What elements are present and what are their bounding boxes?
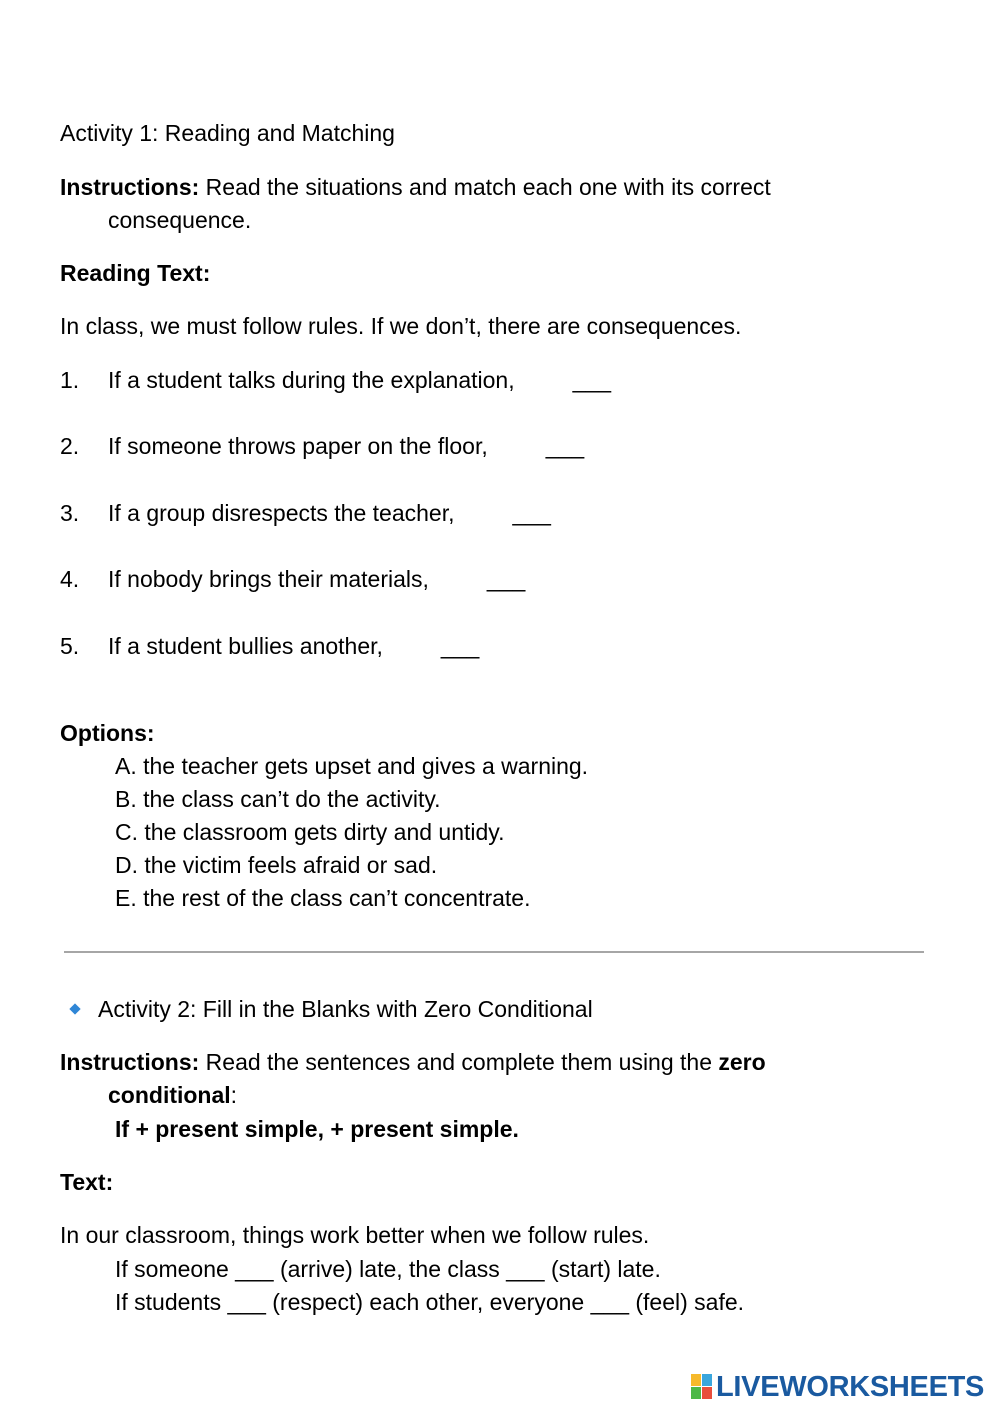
activity2-instructions (60, 1049, 766, 1076)
fill-sentence-2[interactable]: If students ___ (respect) each other, everyone ___ (feel) safe. (115, 1289, 745, 1315)
list-item (0, 433, 999, 460)
activity1-instructions (60, 174, 771, 201)
formula: If + present simple, + present simple. (115, 1116, 519, 1142)
option-d: D. the victim feels afraid or sad. (115, 852, 438, 878)
fill-sentence-1[interactable]: If someone ___ (arrive) late, the class ___ (start) late. (115, 1256, 661, 1282)
list-item (0, 367, 999, 394)
answer-blank[interactable]: ___ (572, 367, 611, 393)
instructions-label: Instructions: (60, 174, 200, 200)
section-divider (64, 951, 924, 953)
options-label: Options: (60, 720, 155, 746)
diamond-bullet-icon (69, 1003, 80, 1014)
activity1-instructions-cont: consequence. (108, 207, 252, 233)
item-number: 4. (60, 566, 80, 592)
item-text: If someone throws paper on the floor, (108, 433, 488, 459)
item-text: If a group disrespects the teacher, (108, 500, 455, 526)
list-item (0, 566, 999, 593)
reading-text-label: Reading Text: (60, 260, 211, 286)
item-text: If nobody brings their materials, (108, 566, 429, 592)
instructions-text: Read the sentences and complete them using the (199, 1049, 719, 1075)
liveworksheets-logo (691, 1372, 984, 1402)
item-number: 3. (60, 500, 80, 526)
option-a: A. the teacher gets upset and gives a warning. (115, 753, 589, 779)
instructions-text: Read the situations and match each one with its correct (199, 174, 771, 200)
text-label: Text: (60, 1169, 114, 1195)
activity2-intro: In our classroom, things work better when we follow rules. (60, 1222, 650, 1248)
item-text: If a student bullies another, (108, 633, 383, 659)
liveworksheets-logo-icon (691, 1374, 713, 1400)
option-e: E. the rest of the class can’t concentrate. (115, 885, 531, 911)
item-number: 2. (60, 433, 80, 459)
answer-blank[interactable]: ___ (545, 433, 585, 459)
answer-blank[interactable]: ___ (486, 566, 526, 592)
option-c: C. the classroom gets dirty and untidy. (115, 819, 505, 845)
answer-blank[interactable]: ___ (512, 500, 551, 526)
item-number: 1. (60, 367, 80, 393)
list-item (0, 633, 999, 660)
activity1-title: Activity 1: Reading and Matching (60, 120, 395, 146)
zero-word: zero (718, 1049, 766, 1075)
conditional-word: conditional (108, 1082, 231, 1108)
activity2-title: Activity 2: Fill in the Blanks with Zero Conditional (98, 996, 593, 1022)
reading-intro: In class, we must follow rules. If we don’t, there are consequences. (60, 313, 742, 339)
instructions-label: Instructions: (60, 1049, 200, 1075)
item-text: If a student talks during the explanation, (108, 367, 515, 393)
activity2-instructions-cont: conditional: (108, 1082, 238, 1108)
item-number: 5. (60, 633, 80, 659)
option-b: B. the class can’t do the activity. (115, 786, 441, 812)
list-item (0, 500, 999, 527)
brand-name: LIVEWORKSHEETS (716, 1370, 985, 1403)
answer-blank[interactable]: ___ (440, 633, 480, 659)
